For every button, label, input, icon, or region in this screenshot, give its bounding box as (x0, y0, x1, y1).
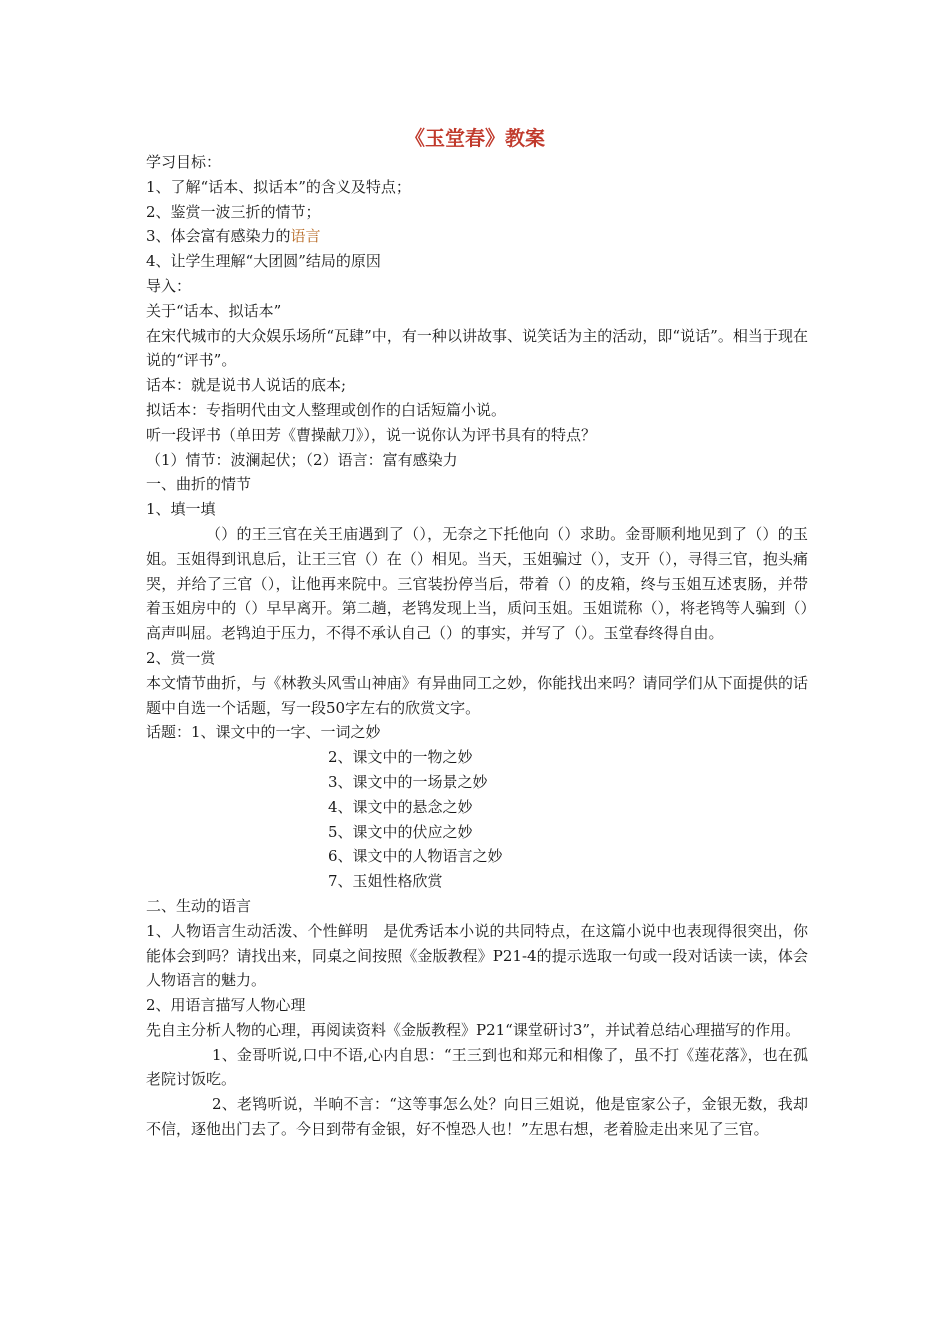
quote-item: 1、金哥听说,口中不语,心内自思：“王三到也和郑元和相像了，虽不打《莲花落》，也在孤老院讨饭吃。 (146, 1045, 808, 1089)
psychology-paragraph: 先自主分析人物的心理，再阅读资料《金版教程》P21“课堂研讨3”，并试着总结心理描写的作用。 (146, 1020, 801, 1039)
language-paragraph: 1、人物语言生动活泼、个性鲜明 是优秀话本小说的共同特点，在这篇小说中也表现得很突出，你能体会到吗？请找出来，同桌之间按照《金版教程》P21-4的提示选取一句或一段对话读一读，体会人物语言的魅力。 (146, 921, 808, 990)
goal-item (146, 224, 808, 249)
fill-heading: 1、填一填 (146, 500, 216, 519)
appreciate-paragraph: 本文情节曲折，与《林教头风雪山神庙》有异曲同工之妙，你能找出来吗？请同学们从下面提供的话题中自选一个话题，写一段50字左右的欣赏文字。 (146, 673, 808, 717)
document-body (146, 150, 808, 1142)
topic-item: 6、课文中的人物语言之妙 (328, 847, 503, 866)
goal-item-text: 3、体会富有感染力的 (146, 227, 291, 246)
goal-item-highlight: 语言 (290, 227, 321, 246)
topic-item: 4、课文中的悬念之妙 (328, 797, 473, 816)
topic-item: 5、课文中的伏应之妙 (328, 822, 473, 841)
goal-item: 2、鉴赏一波三折的情节； (146, 202, 321, 221)
topic-item: 7、玉姐性格欣赏 (328, 872, 443, 891)
intro-answer: （1）情节：波澜起伏；（2）语言：富有感染力 (146, 450, 458, 469)
intro-heading: 导入： (146, 276, 192, 295)
goal-item: 4、让学生理解“大团圆”结局的原因 (146, 252, 381, 271)
topic-item: 3、课文中的一场景之妙 (328, 772, 488, 791)
section1-heading: 一、曲折的情节 (146, 475, 252, 494)
topic-item: 2、课文中的一物之妙 (328, 748, 473, 767)
topics-first: 话题：1、课文中的一字、一词之妙 (146, 723, 381, 742)
goal-item: 1、了解“话本、拟话本”的含义及特点； (146, 177, 411, 196)
intro-subheading: 关于“话本、拟话本” (146, 301, 282, 320)
document-title: 《玉堂春》教案 (405, 126, 545, 150)
fill-exercise: （）的王三官在关王庙遇到了（），无奈之下托他向（）求助。金哥顺利地见到了（）的玉姐。玉姐得到讯息后，让王三官（）在（）相见。当天，玉姐骗过（），支开（），寻得三官，抱头痛哭，并给了三官（），让他再来院中。三官装扮停当后，带着（）的皮箱，终与玉姐互述衷肠，并带着玉姐房中的（）早早离开。第二趟，老鸨发现上当，质问玉姐。玉姐谎称（），将老鸨等人骗到（）高声叫屈。老鸨迫于压力，不得不承认自己（）的事实，并写了（）。玉堂春终得自由。 (146, 524, 808, 643)
goals-heading: 学习目标： (146, 153, 222, 171)
quote-item: 2、老鸨听说，半晌不言：“这等事怎么处？向日三姐说，他是宦家公子，金银无数，我却不信，逐他出门去了。今日到带有金银，好不惶恐人也！”左思右想，老着脸走出来见了三官。 (146, 1095, 808, 1139)
psychology-heading: 2、用语言描写人物心理 (146, 996, 306, 1015)
intro-paragraph: 在宋代城市的大众娱乐场所“瓦肆”中，有一种以讲故事、说笑话为主的活动，即“说话”。相当于现在说的“评书”。 (146, 326, 808, 370)
intro-definition-huaben: 话本：就是说书人说话的底本; (146, 376, 347, 395)
section2-heading: 二、生动的语言 (146, 896, 252, 915)
intro-definition-nihuaben: 拟话本：专指明代由文人整理或创作的白话短篇小说。 (146, 400, 507, 419)
intro-question: 听一段评书（单田芳《曹操献刀》），说一说你认为评书具有的特点？ (146, 425, 597, 444)
appreciate-heading: 2、赏一赏 (146, 648, 216, 667)
